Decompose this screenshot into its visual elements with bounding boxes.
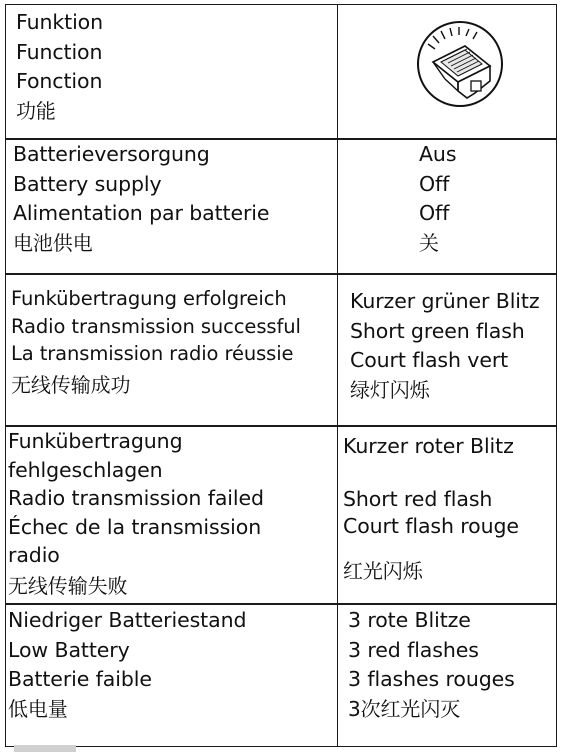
failed-indicator	[343, 432, 519, 586]
flashes-en: 3 red flashes	[348, 637, 479, 662]
failed-de-1: Funkübertragung	[8, 429, 183, 453]
success-fr: La transmission radio réussie	[11, 342, 294, 365]
row-divider	[5, 603, 557, 605]
flashes-zh: 3次红光闪灭	[348, 696, 461, 721]
column-divider	[337, 4, 338, 747]
battery-supply-status	[419, 140, 456, 258]
low-de: Niedriger Batteriestand	[8, 608, 247, 632]
function-label-zh: 功能	[16, 98, 56, 123]
flashes-fr: 3 flashes rouges	[348, 667, 515, 691]
status-zh: 关	[419, 230, 439, 255]
device-with-light-rays-icon	[415, 19, 505, 109]
low-zh: 低电量	[8, 696, 68, 721]
battery-supply-fr: Alimentation par batterie	[13, 201, 270, 225]
red-fr: Court flash rouge	[343, 514, 519, 538]
success-zh: 无线传输成功	[11, 372, 131, 397]
row-divider	[5, 273, 557, 275]
failed-fr-2: radio	[8, 543, 60, 567]
success-indicator	[350, 287, 540, 405]
success-de: Funkübertragung erfolgreich	[11, 287, 287, 310]
red-zh: 红光闪烁	[343, 559, 423, 583]
indicator-de: Kurzer grüner Blitz	[350, 289, 540, 313]
page-edge-tab	[14, 745, 76, 752]
low-fr: Batterie faible	[8, 667, 152, 691]
flashes-de: 3 rote Blitze	[348, 608, 471, 632]
battery-supply-en: Battery supply	[13, 171, 162, 196]
failed-fr-1: Échec de la transmission	[8, 514, 262, 539]
row-function-header	[16, 8, 103, 126]
function-label-fr: Fonction	[16, 69, 103, 93]
low-battery-indicator	[348, 606, 515, 724]
indicator-fr: Court flash vert	[350, 348, 509, 372]
success-en: Radio transmission successful	[11, 314, 301, 338]
status-de: Aus	[419, 142, 457, 166]
function-label-en: Function	[16, 39, 103, 64]
failed-de-2: fehlgeschlagen	[8, 457, 163, 482]
failed-zh: 无线传输失败	[8, 573, 128, 598]
indicator-en: Short green flash	[350, 318, 525, 343]
indicator-zh: 绿灯闪烁	[350, 377, 430, 402]
status-fr: Off	[419, 201, 450, 225]
row-transmission-failed	[8, 427, 264, 602]
status-en: Off	[419, 171, 450, 196]
failed-en: Radio transmission failed	[8, 486, 264, 510]
low-en: Low Battery	[8, 637, 130, 662]
battery-supply-de: Batterieversorgung	[13, 142, 210, 166]
red-de: Kurzer roter Blitz	[343, 434, 514, 458]
row-battery-supply	[13, 140, 269, 258]
function-label-de: Funktion	[16, 10, 103, 34]
battery-supply-zh: 电池供电	[13, 230, 93, 255]
row-low-battery	[8, 606, 246, 724]
row-transmission-success	[11, 285, 301, 402]
red-en: Short red flash	[343, 487, 493, 511]
